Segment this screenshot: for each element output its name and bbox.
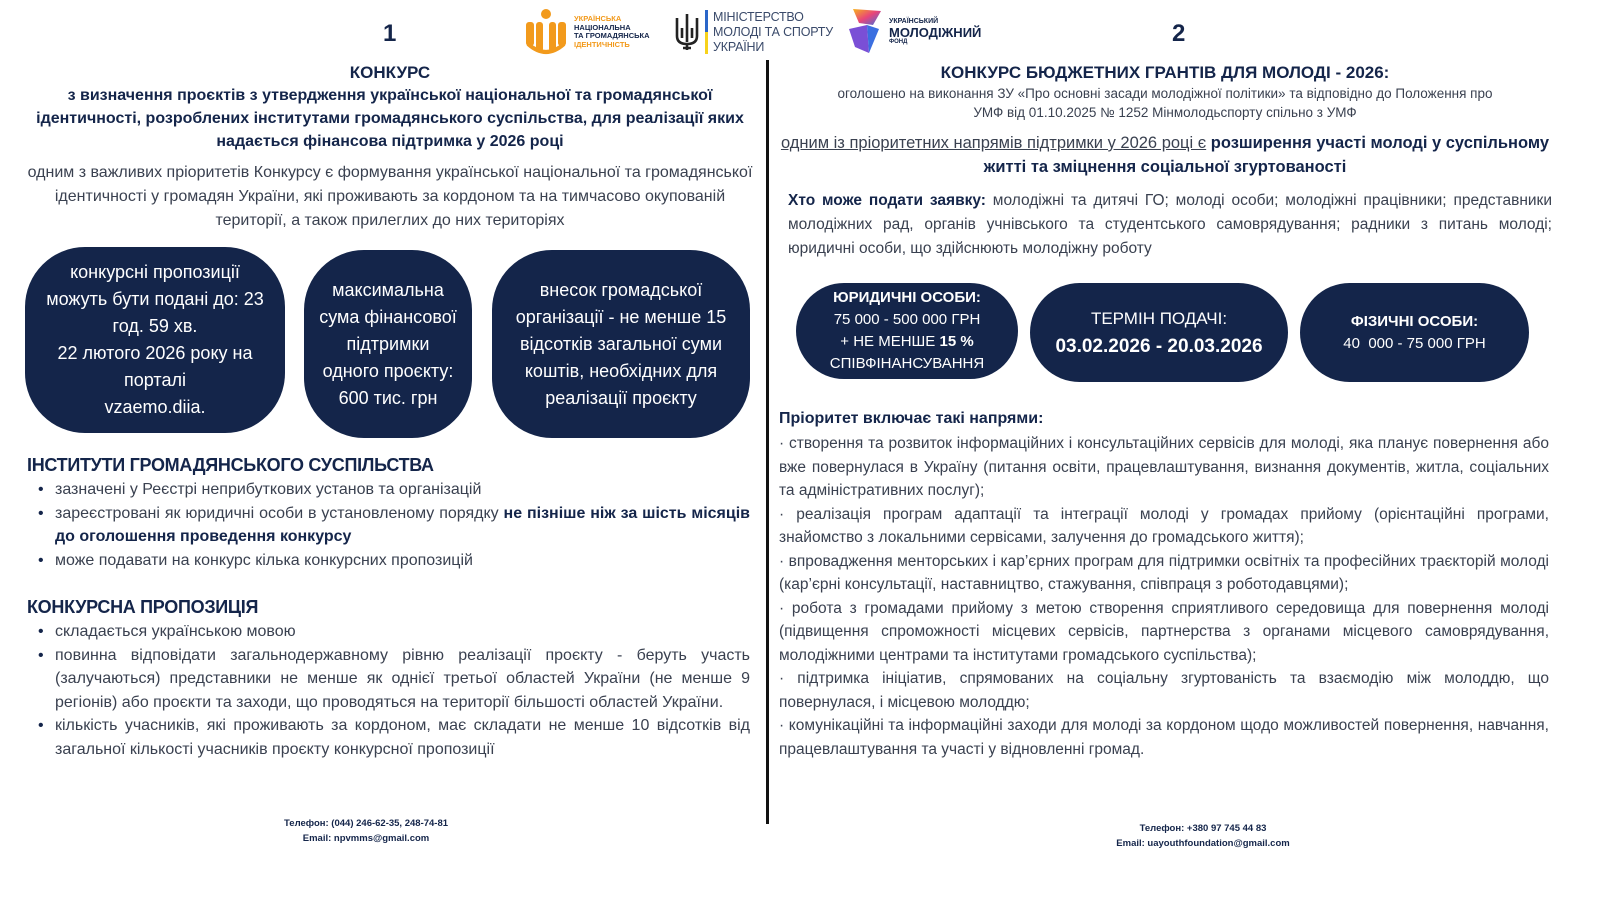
priority-bold: розширення участі молоді у суспільному житті та зміцнення соціальної згуртованості bbox=[983, 134, 1550, 176]
list-item bbox=[38, 502, 750, 549]
deadline-line: можуть бути подані до: 23 bbox=[46, 289, 264, 309]
trident-icon bbox=[674, 12, 700, 52]
ministry-logo-line-2: МОЛОДІ ТА СПОРТУ bbox=[713, 24, 833, 39]
ministry-logo bbox=[674, 10, 833, 55]
list-item: • кількість учасників, які проживають за кордоном, має складати не менше 10 відсотків від загальної кількості учасників проєкту конкурсної пропозиції bbox=[38, 714, 750, 761]
fund-logo-line-2: МОЛОДІЖНИЙ bbox=[889, 25, 982, 40]
max-sum-line: підтримки bbox=[346, 333, 430, 354]
direction-item: · робота з громадами прийому з метою створення сприятливого середовища для повернення молоді (підвищення спроможності місцевих сервісів, партнерства з органами місцевого самоврядування, молодіжними центрами та інститутами громадського суспільства); bbox=[779, 599, 1549, 664]
institutions-heading: ІНСТИТУТИ ГРОМАДЯНСЬКОГО СУСПІЛЬСТВА bbox=[27, 455, 434, 475]
legal-min bbox=[840, 331, 973, 353]
left-subtitle: з визначення проєктів з утвердження української національної та громадянської ідентичності, розроблених інститутами громадянського суспільства, для реалізації яких надається фінансова підтримка у 2026 році bbox=[36, 87, 744, 150]
contribution-line: коштів, необхідних для bbox=[524, 360, 718, 381]
identity-logo-line-1: УКРАЇНСЬКА bbox=[574, 14, 622, 23]
who-can-apply bbox=[778, 189, 1552, 261]
max-sum-pill bbox=[304, 250, 472, 438]
partner-logos bbox=[524, 6, 981, 58]
term-label: ТЕРМІН ПОДАЧІ: bbox=[1090, 308, 1228, 328]
proposal-list bbox=[38, 620, 750, 761]
left-title: КОНКУРС bbox=[349, 63, 431, 82]
fund-logo-line-3: ФОНД bbox=[889, 39, 908, 45]
ministry-logo-line-3: УКРАЇНИ bbox=[713, 39, 765, 54]
term-pill bbox=[1030, 283, 1288, 382]
priority-underlined: одним із пріоритетних напрямів підтримки у 2026 році є bbox=[780, 134, 1207, 152]
max-sum-line: максимальна bbox=[332, 279, 444, 300]
individuals-title: ФІЗИЧНІ ОСОБИ: bbox=[1350, 312, 1479, 330]
youth-fund-logo-icon bbox=[845, 7, 887, 57]
left-phone: Телефон: (044) 246-62-35, 248-74-81 bbox=[283, 818, 449, 829]
right-subtitle-line-1: оголошено на виконання ЗУ «Про основні засади молодіжної політики» та відповідно до Положення про bbox=[837, 86, 1493, 101]
identity-logo-line-4: ІДЕНТИЧНІСТЬ bbox=[574, 39, 630, 49]
individuals-pill bbox=[1300, 283, 1529, 382]
who-text: молодіжні та дитячі ГО; молоді особи; молодіжні працівники; представники молодіжних рад, органів учнівського та студентського самоврядування; радники з питань молоді; юридичні особи, що здійснюють молодіжну роботу bbox=[788, 192, 1552, 257]
right-phone: Телефон: +380 97 745 44 83 bbox=[1139, 823, 1267, 834]
list-item-text: зареєстровані як юридичні особи в установленому порядку bbox=[55, 504, 504, 522]
flag-bar bbox=[705, 10, 708, 54]
institutions-list bbox=[38, 478, 750, 572]
left-email[interactable]: Email: npvmms@gmail.com bbox=[302, 833, 430, 844]
column-divider bbox=[766, 60, 769, 824]
direction-item: · реалізація програм адаптації та інтеграції молоді у громадах прийому (орієнтаційні програми, знайомство з локальними сервісами, залучення до громадського життя); bbox=[779, 505, 1549, 546]
term-dates: 03.02.2026 - 20.03.2026 bbox=[1055, 335, 1263, 357]
list-item-text: зазначені у Реєстрі неприбуткових установ та організацій bbox=[55, 481, 482, 498]
direction-item: · комунікаційні та інформаційні заходи для молоді за кордоном щодо можливостей повернення, навчання, працевлаштування та участі у відновленні громад. bbox=[779, 717, 1549, 758]
legal-min-value: 15 % bbox=[939, 333, 974, 350]
who-label: Хто може подати заявку: bbox=[788, 192, 986, 209]
deadline-line: год. 59 хв. bbox=[112, 316, 198, 336]
legal-cofinancing: СПІВФІНАНСУВАННЯ bbox=[829, 355, 985, 372]
max-sum-line: сума фінансової bbox=[319, 306, 457, 327]
legal-range: 75 000 - 500 000 ГРН bbox=[833, 311, 981, 328]
identity-logo bbox=[524, 8, 654, 56]
max-sum-line: одного проєкту: bbox=[322, 360, 454, 381]
deadline-line: 22 лютого 2026 року на bbox=[57, 343, 253, 363]
contribution-line: внесок громадської bbox=[539, 279, 703, 300]
identity-logo-icon bbox=[524, 8, 568, 56]
deadline-pill bbox=[25, 247, 285, 433]
individuals-range: 40 000 - 75 000 ГРН bbox=[1343, 334, 1486, 352]
right-section bbox=[778, 60, 1552, 261]
deadline-line: vzaemo.diia. bbox=[104, 397, 206, 417]
contribution-pill bbox=[492, 250, 750, 438]
right-subtitle-line-2: УМФ від 01.10.2025 № 1252 Мінмолодьспорту спільно з УМФ bbox=[973, 105, 1357, 120]
proposal-heading: КОНКУРСНА ПРОПОЗИЦІЯ bbox=[27, 597, 259, 617]
deadline-line: конкурсні пропозиції bbox=[70, 262, 240, 282]
list-item: • повинна відповідати загальнодержавному рівню реалізації проєкту - беруть участь (залучаються) представники не менше як однієї третьої областей України (не менше 9 регіонів) або проєкти та заходи, що проводяться на території більшості областей України. bbox=[38, 644, 750, 715]
direction-item: · створення та розвиток інформаційних і консультаційних сервісів для молоді, яка планує повернення або вже повернулася в Україну (питання освіти, працевлаштування, визнання документів, житла, соціальних та адміністративних послуг); bbox=[779, 435, 1549, 499]
section-number-1: 1 bbox=[383, 20, 397, 47]
max-sum-line: 600 тис. грн bbox=[338, 387, 438, 408]
deadline-line: порталі bbox=[124, 370, 186, 390]
left-contact bbox=[216, 816, 516, 846]
youth-fund-logo bbox=[845, 7, 981, 57]
contribution-line: реалізації проєкту bbox=[545, 387, 697, 408]
direction-item: · підтримка ініціатив, спрямованих на соціальну згуртованість та взаємодію між молоддю, що повернулася, і місцевою молоддю; bbox=[779, 670, 1549, 711]
list-item bbox=[38, 478, 750, 502]
contribution-line: відсотків загальної суми bbox=[519, 333, 723, 354]
list-item bbox=[38, 549, 750, 573]
left-section bbox=[20, 60, 760, 233]
list-item: • складається українською мовою bbox=[38, 620, 750, 644]
section-number-2: 2 bbox=[1172, 20, 1186, 47]
right-title: КОНКУРС БЮДЖЕТНИХ ГРАНТІВ ДЛЯ МОЛОДІ - 2026: bbox=[940, 63, 1390, 82]
directions-title: Пріоритет включає такі напрями: bbox=[779, 410, 1044, 427]
legal-min-prefix: + НЕ МЕНШЕ bbox=[840, 333, 936, 350]
legal-entities-pill bbox=[796, 283, 1018, 379]
directions-list bbox=[779, 432, 1549, 761]
identity-logo-line-2: НАЦІОНАЛЬНА bbox=[574, 22, 631, 32]
contribution-line: організації - не менше 15 bbox=[515, 306, 727, 327]
priority-statement bbox=[778, 131, 1552, 179]
fund-logo-line-1: УКРАЇНСЬКИЙ bbox=[889, 18, 939, 25]
list-item-bold: не пізніше ніж за шість місяців до оголошення проведення конкурсу bbox=[55, 504, 750, 545]
list-item-text: може подавати на конкурс кілька конкурсних пропозицій bbox=[55, 551, 473, 569]
identity-logo-line-3: ТА ГРОМАДЯНСЬКА bbox=[574, 31, 650, 40]
left-intro: одним з важливих пріоритетів Конкурсу є формування української національної та громадянської ідентичності у громадян України, які проживають за кордоном та на тимчасово окупованій території, а також прилеглих до них територіях bbox=[27, 164, 753, 229]
right-contact bbox=[1053, 821, 1353, 851]
legal-title: ЮРИДИЧНІ ОСОБИ: bbox=[833, 289, 981, 306]
direction-item: · впровадження менторських і кар’єрних програм для підтримки освітніх та професійних траєкторій молоді (кар’єрні консультації, наставництво, стажування, співпраця з роботодавцями); bbox=[779, 552, 1549, 593]
right-email[interactable]: Email: uayouthfoundation@gmail.com bbox=[1116, 838, 1290, 849]
ministry-logo-line-1: МІНІСТЕРСТВО bbox=[713, 9, 804, 24]
